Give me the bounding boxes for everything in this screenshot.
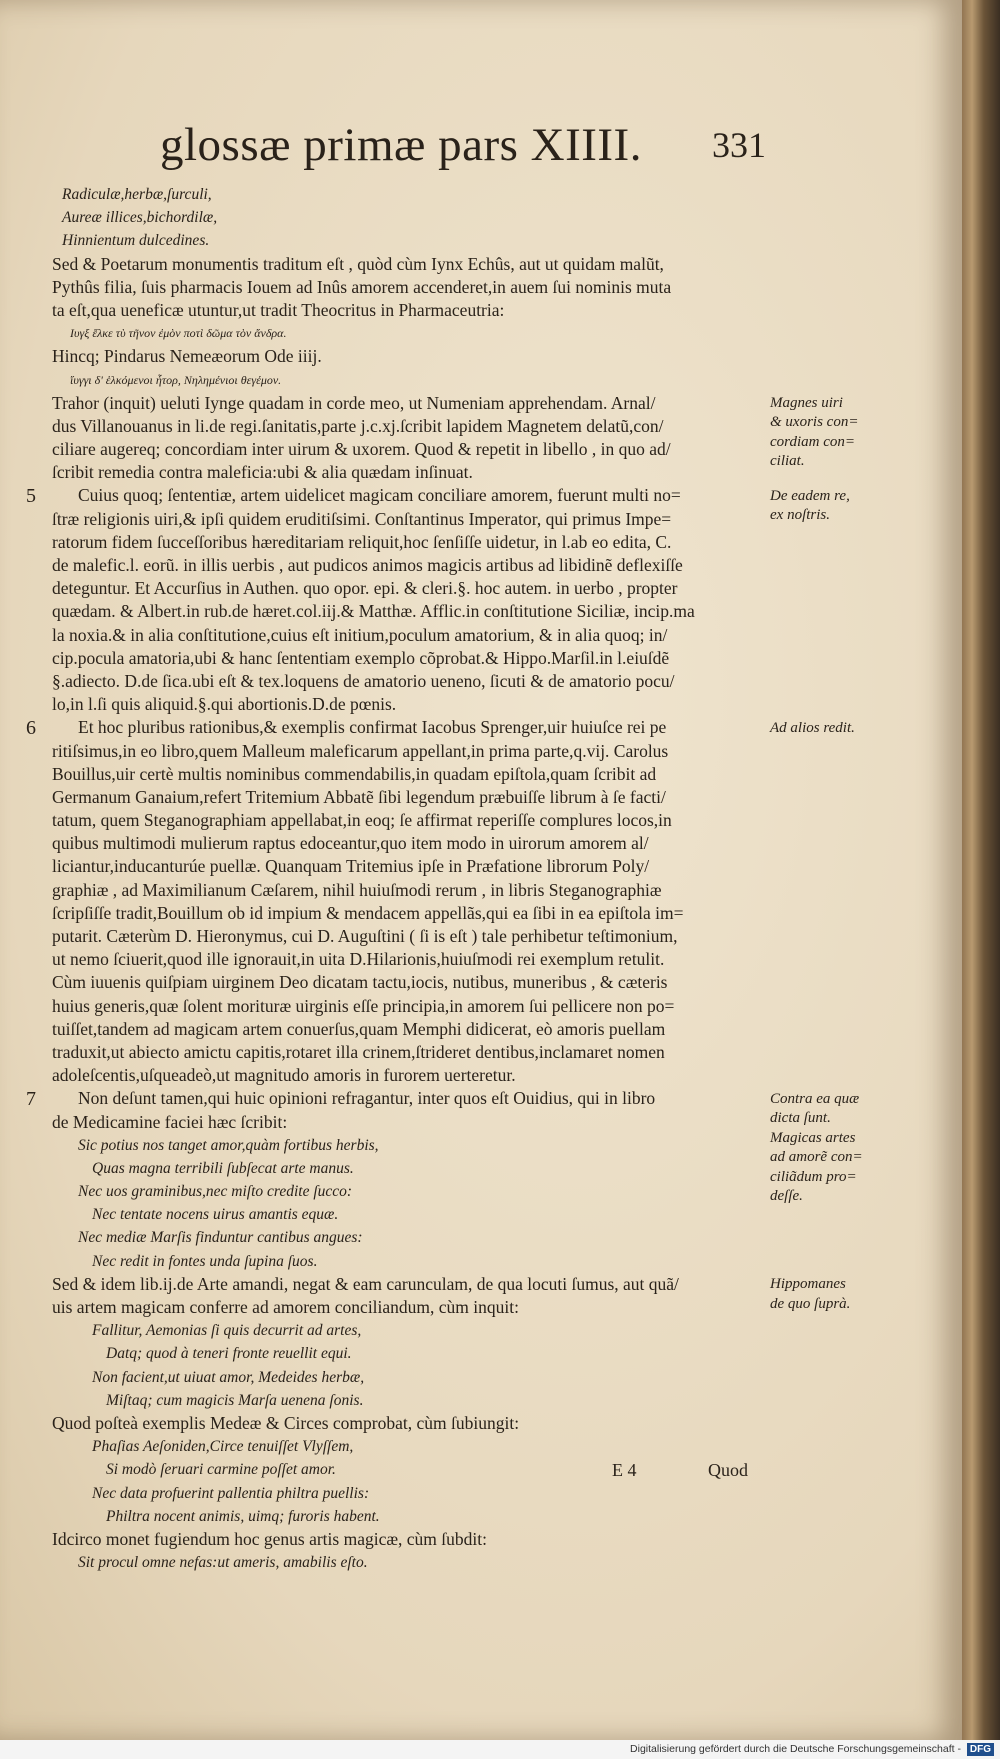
text-line: Bouillus,uir certè multis nominibus commendabilis,in quadam epiſtola,quam ſcribit ad xyxy=(52,763,657,784)
text-line: putarit. Cæterùm D. Hieronymus, cui D. Auguſtini ( ſi is eſt ) tale perhibetur teſtimonium, xyxy=(52,926,678,946)
text-line: tuiſſet,tandem ad magicam artem conuerſus,quam Memphi didicerat, eò amoris puellam xyxy=(52,1018,666,1039)
text-line: traduxit,ut abiecto amictu capitis,rotaret illa crinem,ſtrideret dentibus,inclamaret nomen xyxy=(52,1041,665,1062)
text-line: Quas magna terribili ſubſecat arte manus. xyxy=(92,1159,354,1177)
text-line: Fallitur, Aemonias ſi quis decurrit ad artes, xyxy=(92,1322,362,1340)
marginal-note xyxy=(770,487,870,526)
text-line: §.adiecto. D.de ſica.ubi eſt & tex.loquens de amatorio ueneno, ſicuti & de amatorio pocu/ xyxy=(52,670,675,691)
text-line: Si modò ſeruari carmine poſſet amor. xyxy=(106,1461,336,1479)
text-line: tatum, quem Steganographiam appellabat,in eoq; ſe affirmat reperiſſe complures locos,in xyxy=(52,810,672,831)
marginal-note xyxy=(770,1090,870,1207)
text-line: Sed & Poetarum monumentis traditum eſt , quòd cùm Iynx Echûs, aut ut quidam malũt, xyxy=(52,253,664,274)
text-line: ſcribit remedia contra maleficia:ubi & alia quædam inſinuat. xyxy=(52,462,473,483)
text-line: Pythûs filia, ſuis pharmacis Iouem ad Inûs amorem accenderet,in auem ſui nominis muta xyxy=(52,276,672,297)
text-line: Ιυγξ ἕλκε τὺ τῆνον ἐμὸν ποτὶ δῶμα τὸν ἄνδρα. xyxy=(70,326,287,341)
text-line: Quod poſteà exemplis Medeæ & Circes comprobat, cùm ſubiungit: xyxy=(52,1412,520,1433)
text-line: Miſtaq; cum magicis Marſa uenena ſonis. xyxy=(106,1391,364,1409)
text-line: Nec uos graminibus,nec miſto credite ſucco: xyxy=(78,1183,353,1201)
marginal-note-line: ciliat. xyxy=(770,453,805,470)
text-line: quibus multimodi mulierum raptus edoceantur,quo item modo in uirorum amorem al/ xyxy=(52,833,649,854)
marginal-note-line: Contra ea quæ xyxy=(770,1090,860,1107)
text-line: ratorum fidem ſucceſſoribus hæreditariam reliquit,hoc ſenſiſſe uidetur, in l.ab eo edita, C. xyxy=(52,531,672,552)
marginal-note xyxy=(770,719,870,739)
text-line: Philtra nocent animis, uimq; furoris habent. xyxy=(106,1507,380,1525)
text-line: Nec mediæ Marſis finduntur cantibus angues: xyxy=(78,1229,363,1247)
text-line: la noxia.& in alia conſtitutione,cuius eſt initium,poculum amatorium, & in alia quoq; in/ xyxy=(52,624,668,645)
text-line: Hincq; Pindarus Nemeæorum Ode iiij. xyxy=(52,346,322,367)
text-line: ſtræ religionis uiri,& ipſi quidem eruditiſsimi. Conſtantinus Imperator, qui primus Impe= xyxy=(52,508,672,529)
marginal-note-line: Magicas artes xyxy=(770,1129,856,1146)
text-line: graphiæ , ad Maximilianum Cæſarem, nihil huiuſmodi rerum , in libris Steganographiæ xyxy=(52,879,662,900)
paragraph-number: 5 xyxy=(26,484,36,507)
page-number: 331 xyxy=(712,125,766,165)
text-line: Sit procul omne nefas:ut ameris, amabilis eſto. xyxy=(78,1554,368,1572)
text-line: de Medicamine faciei hæc ſcribit: xyxy=(52,1111,288,1132)
marginal-note-line: Ad alios redit. xyxy=(770,719,855,736)
text-line: ta eſt,qua ueneficæ utuntur,ut tradit Theocritus in Pharmaceutria: xyxy=(52,299,505,320)
footer-credit: Digitalisierung gefördert durch die Deutsche Forschungsgemeinschaft - xyxy=(630,1743,961,1755)
text-line: deteguntur. Et Accurſius in Authen. quo opor. epi. & cleri.§. hoc autem. in uerbo , propter xyxy=(52,578,678,599)
marginal-note-line: Hippomanes xyxy=(770,1276,846,1293)
text-line: Nec redit in fontes unda ſupina ſuos. xyxy=(92,1252,318,1270)
marginal-note xyxy=(770,394,870,472)
text-line: ut nemo ſciuerit,quod ille ignorauit,in uita D.Hilarionis,huiuſmodi rei exemplum retulit. xyxy=(52,949,665,970)
text-line: huius generis,quæ ſolent morituræ uirginis eſſe principia,in amorem ſui pellicere non po= xyxy=(52,995,675,1016)
paragraph-number: 7 xyxy=(26,1087,36,1110)
signature-mark: E 4 xyxy=(612,1460,637,1480)
marginal-note-line: dicta ſunt. xyxy=(770,1110,831,1127)
text-line: Cùm iuuenis quiſpiam uirginem Deo dicatam tactu,iocis, nutibus, muneribus , & cæteris xyxy=(52,972,668,993)
text-line: de malefic.l. eorũ. in illis uerbis , aut pudicos animos magicis artibus ad libidinẽ deflexiſſe xyxy=(52,555,683,575)
text-line: Sic potius nos tanget amor,quàm fortibus herbis, xyxy=(78,1136,379,1154)
marginal-note-line: de quo ſuprà. xyxy=(770,1295,851,1312)
text-line: Aureæ illices,bichordilæ, xyxy=(62,209,218,227)
text-line: ciliare augereq; concordiam inter uirum & uxorem. Quod & repetit in libello , in quo ad/ xyxy=(52,439,671,460)
text-line: Germanum Ganaium,refert Tritemium Abbatẽ ſibi legendum præbuiſſe librum à ſe facti/ xyxy=(52,786,666,807)
marginal-note-line: ciliãdum pro= xyxy=(770,1168,857,1185)
marginal-note-line: deſſe. xyxy=(770,1188,803,1205)
dfg-logo: DFG xyxy=(967,1743,994,1756)
text-line: quædam. & Albert.in rub.de hæret.col.iij.& Matthæ. Afflic.in conſtitutione Siciliæ, incip.ma xyxy=(52,601,695,622)
text-line: liciantur,inducanturúe puellæ. Quanquam Tritemius ipſe in Præfatione librorum Poly/ xyxy=(52,856,650,877)
text-line: Phaſias Aeſoniden,Circe tenuiſſet Vlyſſem, xyxy=(92,1438,354,1456)
text-line: ſcripſiſſe tradit,Bouillum ob id impium & mendacem appellãs,qui ea ſibi in ea epiſtola im= xyxy=(52,902,684,923)
text-line: adoleſcentis,uſqueadeò,ut magnitudo amoris in furorem uerteretur. xyxy=(52,1065,516,1086)
marginal-note-line: ex noſtris. xyxy=(770,507,830,524)
marginal-note-line: & uxoris con= xyxy=(770,414,859,431)
marginal-note-line: Magnes uiri xyxy=(770,394,843,411)
text-line: Sed & idem lib.ij.de Arte amandi, negat & eam carunculam, de qua locuti ſumus, aut quã/ xyxy=(52,1273,679,1294)
marginal-note-line: cordiam con= xyxy=(770,433,855,450)
paragraph-number: 6 xyxy=(26,716,36,739)
text-line: Idcirco monet fugiendum hoc genus artis magicæ, cùm ſubdit: xyxy=(52,1528,487,1549)
text-line: Non deſunt tamen,qui huic opinioni refragantur, inter quos eſt Ouidius, qui in libro xyxy=(78,1088,656,1109)
text-line: Cuius quoq; ſententiæ, artem uidelicet magicam conciliare amorem, fuerunt multi no= xyxy=(78,485,681,506)
body-text xyxy=(52,183,764,1574)
text-line: uis artem magicam conferre ad amorem conciliandum, cùm inquit: xyxy=(52,1297,519,1317)
text-line: Nec tentate nocens uirus amantis equæ. xyxy=(92,1206,339,1224)
text-line: Non facient,ut uiuat amor, Medeides herbæ, xyxy=(92,1368,365,1386)
text-line: Nec data profuerint pallentia philtra puellis: xyxy=(92,1484,370,1502)
running-title: glossæ primæ pars XIIII. xyxy=(160,119,642,171)
text-line: ritiſsimus,in eo libro,quem Malleum maleficarum appellant,in prima parte,q.vij. Carolus xyxy=(52,740,669,761)
text-line: Et hoc pluribus rationibus,& exemplis confirmat Iacobus Sprenger,uir huiuſce rei pe xyxy=(78,717,667,738)
text-line: dus Villanouanus in li.de regi.ſanitatis,parte j.c.xj.ſcribit lapidem Magnetem delatũ,con/ xyxy=(52,415,664,436)
catchword: Quod xyxy=(708,1460,748,1480)
text-line: lo,in l.ſi quis aliquid.§.qui abortionis.D.de pœnis. xyxy=(52,694,397,715)
marginal-note xyxy=(770,1275,870,1314)
book-edge xyxy=(960,0,1000,1759)
marginal-note-line: ad amorẽ con= xyxy=(770,1149,863,1166)
footer-bar xyxy=(0,1740,1000,1759)
text-line: Radiculæ,herbæ,ſurculi, xyxy=(62,186,212,203)
marginal-note-line: De eadem re, xyxy=(770,487,850,504)
text-line: cip.pocula amatoria,ubi & hanc ſententiam exemplo cõprobat.& Hippo.Marſil.in l.eiuſdẽ xyxy=(52,647,670,668)
text-line: Trahor (inquit) ueluti Iynge quadam in corde meo, ut Numeniam apprehendam. Arnal/ xyxy=(52,392,656,413)
text-line: Datq; quod à teneri fronte reuellit equi. xyxy=(106,1345,352,1363)
text-line: ἴυγγι δ' ἑλκόμενοι ἦτορ, Νηλημένιοι θεγέμον. xyxy=(70,372,282,387)
text-line: Hinnientum dulcedines. xyxy=(62,232,210,250)
